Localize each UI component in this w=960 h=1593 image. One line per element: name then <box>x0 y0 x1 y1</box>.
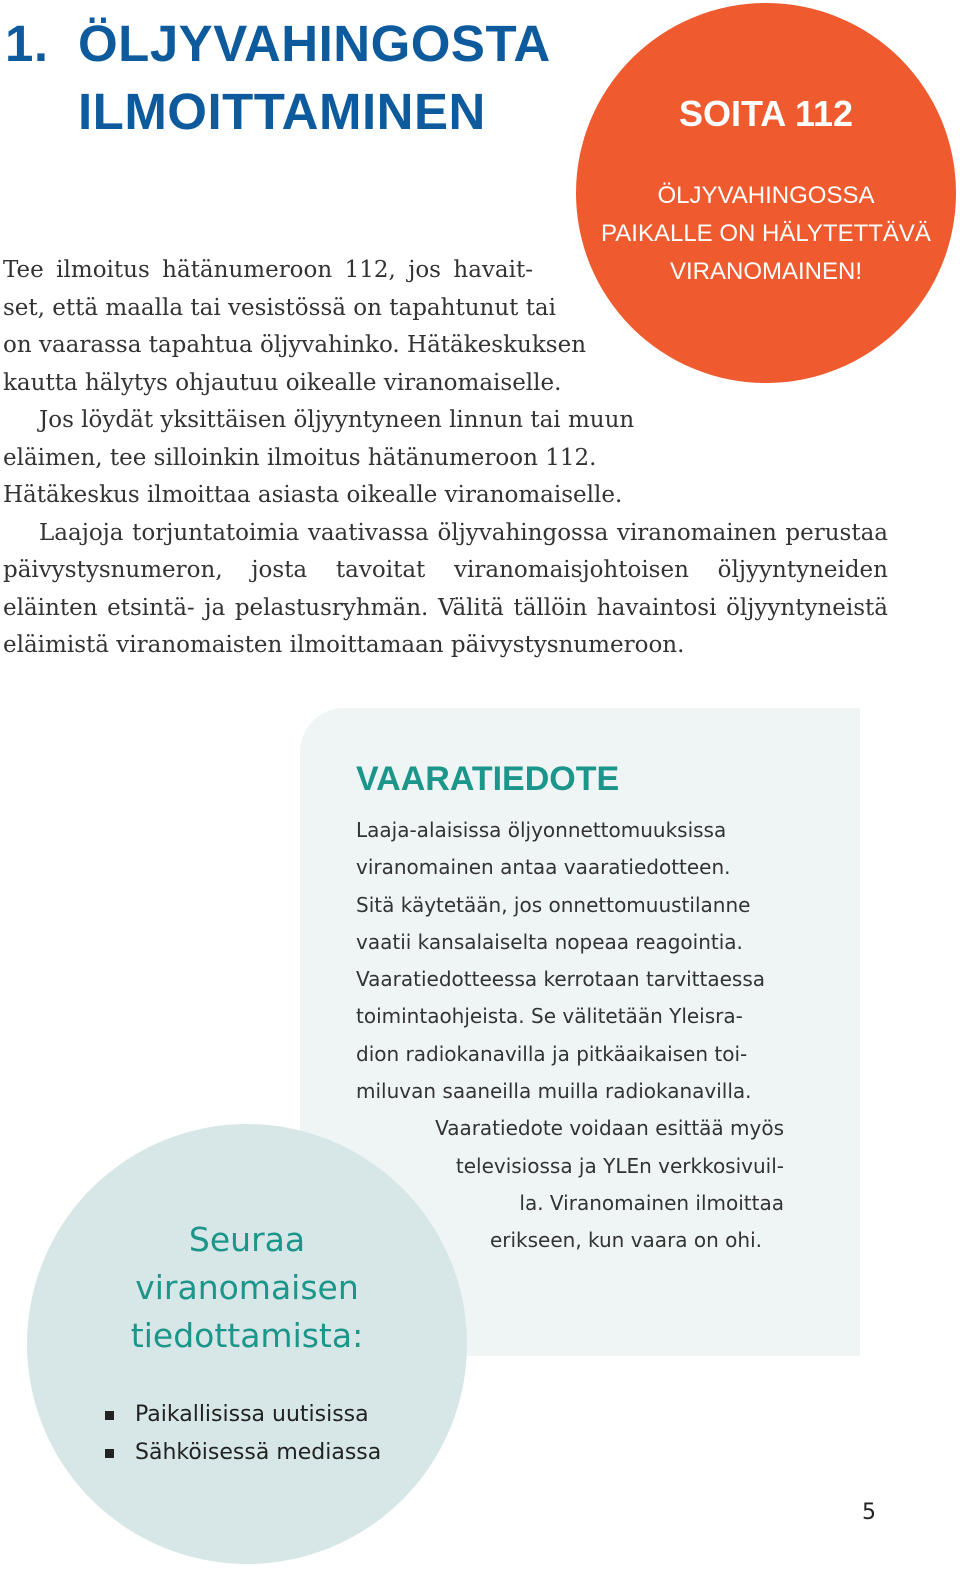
info-box-line: miluvan saaneilla muilla radiokanavilla. <box>356 1079 752 1104</box>
info-box-line: Vaaratiedote voidaan esittää myös <box>435 1116 784 1141</box>
list-item <box>105 1434 381 1472</box>
follow-list <box>105 1396 381 1472</box>
call-112-title: SOITA 112 <box>678 93 854 134</box>
list-item-label: Paikallisissa uutisissa <box>135 1402 369 1427</box>
text-line: Tee ilmoitus hätänumeroon 112, jos havait- <box>3 257 533 283</box>
call-112-line: ÖLJYVAHINGOSSA <box>657 182 875 209</box>
info-box-line: televisiossa ja YLEn verkkosivuil- <box>455 1153 784 1178</box>
follow-title-line: viranomaisen <box>135 1268 359 1307</box>
info-box-line: Sitä käytetään, jos onnettomuustilanne <box>356 892 751 917</box>
info-box-line: toimintaohjeista. Se välitetään Yleisra- <box>356 1004 743 1029</box>
info-box-body <box>356 812 784 1260</box>
follow-authority-circle <box>27 1124 467 1564</box>
info-box-line: dion radiokanavilla ja pitkäaikaisen toi- <box>356 1041 748 1066</box>
text-line: set, että maalla tai vesistössä on tapahtunut tai <box>3 294 556 321</box>
info-box-line: Vaaratiedotteessa kerrotaan tarvittaessa <box>356 967 766 992</box>
list-item <box>105 1396 381 1434</box>
intro-text <box>3 252 888 665</box>
heading-number: 1. <box>5 15 49 72</box>
info-box-title: VAARATIEDOTE <box>356 760 620 798</box>
page-number: 5 <box>862 1500 876 1525</box>
text-line: on vaarassa tapahtua öljyvahinko. Hätäkeskuksen <box>3 332 587 358</box>
heading-line-2: ILMOITTAMINEN <box>78 83 486 140</box>
square-bullet-icon <box>105 1411 114 1420</box>
info-box-line: viranomainen antaa vaaratiedotteen. <box>356 855 731 880</box>
call-112-line: VIRANOMAINEN! <box>669 258 863 285</box>
heading-line-1: ÖLJYVAHINGOSTA <box>78 15 551 72</box>
list-item-label: Sähköisessä mediassa <box>135 1440 382 1465</box>
info-box-line: la. Viranomainen ilmoittaa <box>519 1190 784 1215</box>
call-112-line: PAIKALLE ON HÄLYTETTÄVÄ <box>601 220 931 247</box>
follow-title <box>27 1216 467 1360</box>
follow-title-line: Seuraa <box>188 1220 306 1259</box>
info-box-line: Laaja-alaisissa öljyonnettomuuksissa <box>356 818 727 842</box>
intro-paragraph-2: Jos löydät yksittäisen öljyyntyneen linnun tai muun eläimen, tee silloinkin ilmoitus hätänumeroon 112. Hätäkeskus ilmoittaa asiasta oikealle viranomaiselle. <box>3 407 635 508</box>
follow-title-line: tiedottamista: <box>130 1316 364 1355</box>
info-box-line: erikseen, kun vaara on ohi. <box>489 1228 762 1253</box>
intro-paragraph-1 <box>3 252 888 402</box>
intro-paragraph-3: Laajoja torjuntatoimia vaativassa öljyvahingossa viranomainen perustaa päivystysnumeron, josta tavoitat viranomaisjohtoisen öljyyntyneiden eläinten etsintä- ja pelastusryhmän. Välitä tällöin havaintosi öljyyntyneistä eläimistä viranomaisten ilmoittamaan päivystysnumeroon. <box>3 519 888 658</box>
square-bullet-icon <box>105 1449 114 1458</box>
text-line: kautta hälytys ohjautuu oikealle viranomaiselle. <box>3 369 562 396</box>
info-box-line: vaatii kansalaiselta nopeaa reagointia. <box>356 929 743 954</box>
